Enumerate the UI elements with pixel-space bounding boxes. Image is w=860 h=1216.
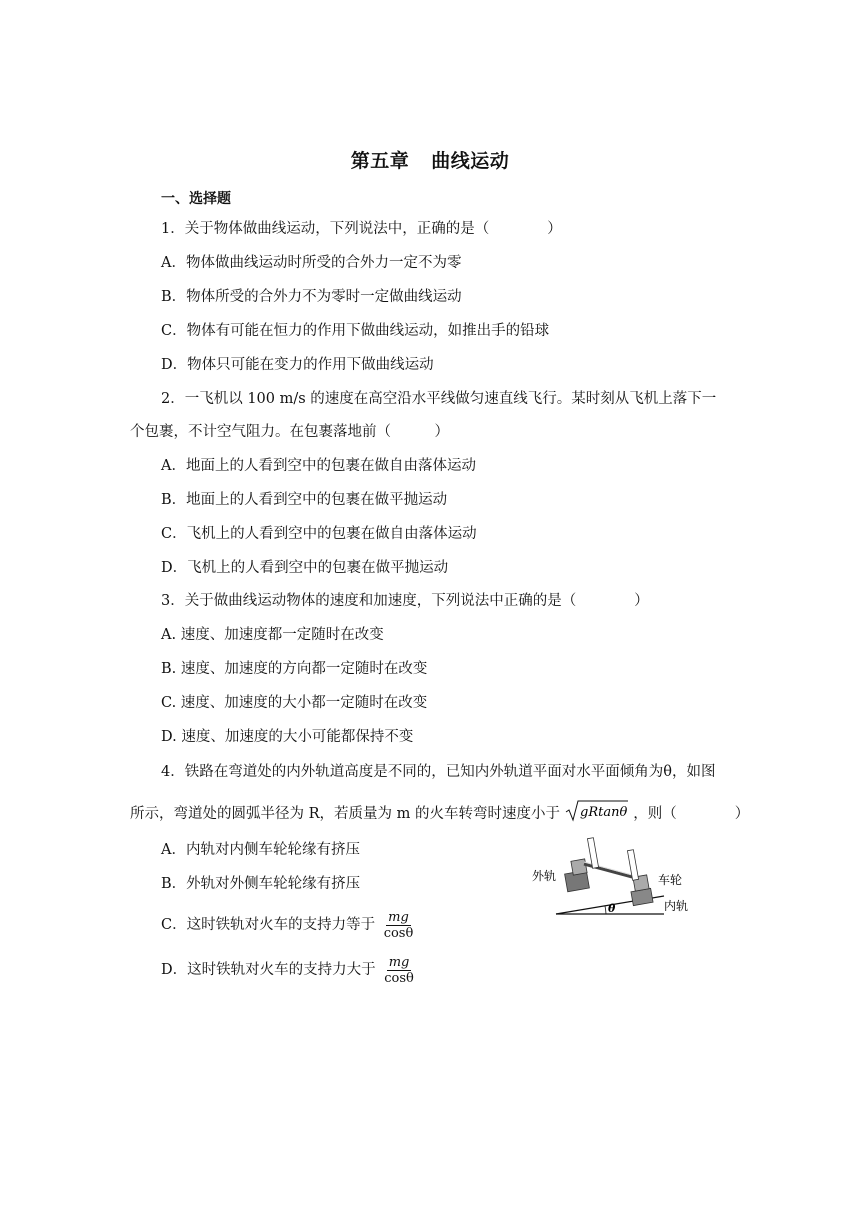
question-1-option-d: D．物体只可能在变力的作用下做曲线运动 — [161, 357, 434, 373]
question-3-option-b: B. 速度、加速度的方向都一定随时在改变 — [161, 661, 428, 677]
question-2-stem-line2: 个包裹，不计空气阻力。在包裹落地前（ ） — [130, 424, 449, 440]
question-4-option-b: B．外轨对外侧车轮轮缘有挤压 — [161, 876, 361, 892]
question-2-option-d: D．飞机上的人看到空中的包裹在做平抛运动 — [161, 560, 449, 576]
label-inner-rail: 内轨 — [664, 899, 689, 913]
question-4-option-a: A．内轨对内侧车轮轮缘有挤压 — [161, 842, 360, 858]
question-3-option-c: C. 速度、加速度的大小都一定随时在改变 — [161, 695, 428, 711]
question-3-option-d: D. 速度、加速度的大小可能都保持不变 — [161, 729, 414, 745]
axle — [584, 864, 636, 878]
sqrt-expression — [565, 799, 629, 829]
fraction-mg-over-cos — [382, 910, 416, 941]
question-1-option-a: A．物体做曲线运动时所受的合外力一定不为零 — [161, 255, 462, 271]
question-4-option-c-text: C．这时铁轨对火车的支持力等于 — [161, 917, 376, 933]
fraction-denominator: cosθ — [384, 970, 414, 986]
question-4-option-d-text: D．这时铁轨对火车的支持力大于 — [161, 962, 376, 978]
label-wheel: 车轮 — [658, 873, 683, 887]
question-4-stem-line2-text: 所示，弯道处的圆弧半径为 R，若质量为 m 的火车转弯时速度小于 — [130, 806, 560, 822]
chapter-number: 第五章 — [350, 150, 410, 172]
question-2-stem-line1: 2．一飞机以 100 m/s 的速度在高空沿水平线做匀速直线飞行。某时刻从飞机上落下一 — [161, 391, 717, 407]
outer-wheel — [571, 859, 587, 875]
question-3-stem: 3．关于做曲线运动物体的速度和加速度，下列说法中正确的是（ ） — [161, 593, 649, 609]
fraction-numerator: mg — [388, 909, 409, 925]
fraction-mg-over-cos — [382, 955, 416, 986]
section-heading: 一、选择题 — [161, 191, 231, 207]
question-2-option-c: C．飞机上的人看到空中的包裹在做自由落体运动 — [161, 526, 477, 542]
question-2-option-a: A．地面上的人看到空中的包裹在做自由落体运动 — [161, 458, 476, 474]
angle-arc — [605, 906, 606, 914]
question-4-option-d — [161, 953, 416, 987]
question-2-option-b: B．地面上的人看到空中的包裹在做平抛运动 — [161, 492, 448, 508]
question-1-option-c: C．物体有可能在恒力的作用下做曲线运动，如推出手的铅球 — [161, 323, 550, 339]
sqrt-content: gRtanθ — [579, 805, 627, 820]
question-3-option-a: A. 速度、加速度都一定随时在改变 — [161, 627, 384, 643]
label-outer-rail: 外轨 — [532, 869, 557, 883]
chapter-name: 曲线运动 — [431, 150, 510, 172]
fraction-numerator: mg — [388, 954, 410, 970]
question-4-stem-line1: 4．铁路在弯道处的内外轨道高度是不同的，已知内外轨道平面对水平面倾角为θ，如图 — [161, 764, 716, 780]
fraction-denominator: cosθ — [383, 925, 414, 941]
label-theta: θ — [608, 902, 616, 915]
banked-track-figure — [528, 832, 698, 924]
page-title — [0, 146, 860, 173]
question-1-stem: 1．关于物体做曲线运动，下列说法中，正确的是（ ） — [161, 221, 562, 237]
question-4-stem-line2-end: ，则（ ） — [633, 806, 750, 822]
question-4-stem-line2 — [130, 799, 749, 829]
question-1-option-b: B．物体所受的合外力不为零时一定做曲线运动 — [161, 289, 462, 305]
inner-rail-block — [631, 888, 653, 905]
question-4-option-c — [161, 908, 415, 942]
sqrt-symbol — [565, 799, 629, 823]
